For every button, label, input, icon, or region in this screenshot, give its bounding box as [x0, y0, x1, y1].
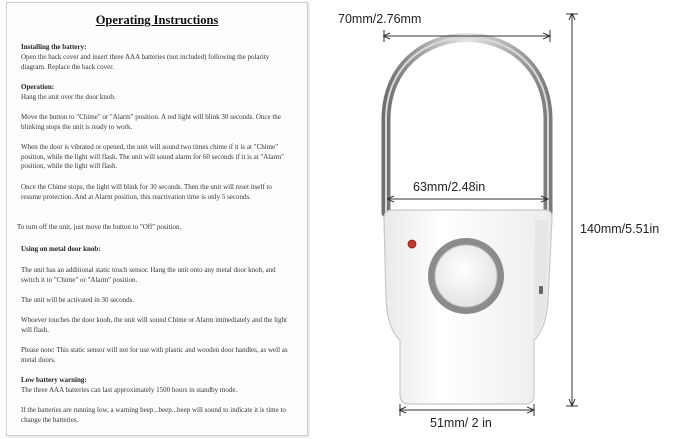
off-instruction: To turn off the unit, just move the button to "Off" position. [17, 223, 182, 231]
alarm-button [435, 245, 497, 307]
metal-knob-text-3: Whoever touches the door knob, the unit will sound Chime or Alarm immediately and the light will flash. [21, 316, 287, 334]
device-side-shade [534, 220, 548, 338]
operation-step-4: Once the Chime stops, the light will blink for 30 seconds. Then the unit will reset itself to resume protection. And at Alarm position, this reactivation time is only 5 seconds. [21, 183, 272, 201]
operation-heading: Operation: [21, 83, 55, 91]
low-battery-heading: Low battery warning: [21, 376, 87, 384]
loop-width-label: 70mm/2.76mm [338, 12, 422, 26]
total-height-label: 140mm/5.51in [580, 222, 660, 236]
instructions-title: Operating Instructions [95, 13, 219, 27]
metal-knob-note: Please note: This static sensor will not for use with plastic and wooden door handles, as well as metal doors. [21, 346, 288, 364]
metal-knob-heading: Using on metal door knob: [21, 245, 101, 253]
metal-knob-text-2: The unit will be activated in 30 seconds. [21, 296, 135, 304]
indicator-led-icon [408, 240, 416, 248]
operation-step-2: Move the button to "Chime" or "Alarm" position. A red light will blink 30 seconds. Once the blinking stops the unit is ready to work. [21, 113, 281, 131]
operation-step-3: When the door is vibrated or opened, the unit will sound two times chime if it is at "Chime" position, while the light will flash. The unit will sound alarm for 60 seconds if it is at "Alarm" position, while the light will flash. [21, 143, 284, 171]
metal-knob-text-1: The unit has an additional static touch sensor. Hang the unit onto any metal door knob, and switch it to "Chime" or "Alarm" position. [21, 266, 276, 284]
side-switch [539, 286, 543, 294]
low-battery-text-2: If the batteries are running low, a warning beep...beep...beep will sound to indicate it is time to change the batteries. [21, 406, 286, 424]
body-top-width-label: 63mm/2.48in [413, 180, 486, 194]
low-battery-text-1: The three AAA batteries can last approximately 1500 hours in standby mode. [21, 386, 238, 394]
battery-heading: Installing the battery: [21, 43, 87, 51]
battery-text: Open the back cover and insert three AAA batteries (not included) following the polarity diagram. Replace the back cover. [21, 53, 270, 71]
body-bottom-width-label: 51mm/ 2 in [430, 416, 492, 430]
operation-step-1: Hang the unit over the door knob. [21, 93, 116, 101]
